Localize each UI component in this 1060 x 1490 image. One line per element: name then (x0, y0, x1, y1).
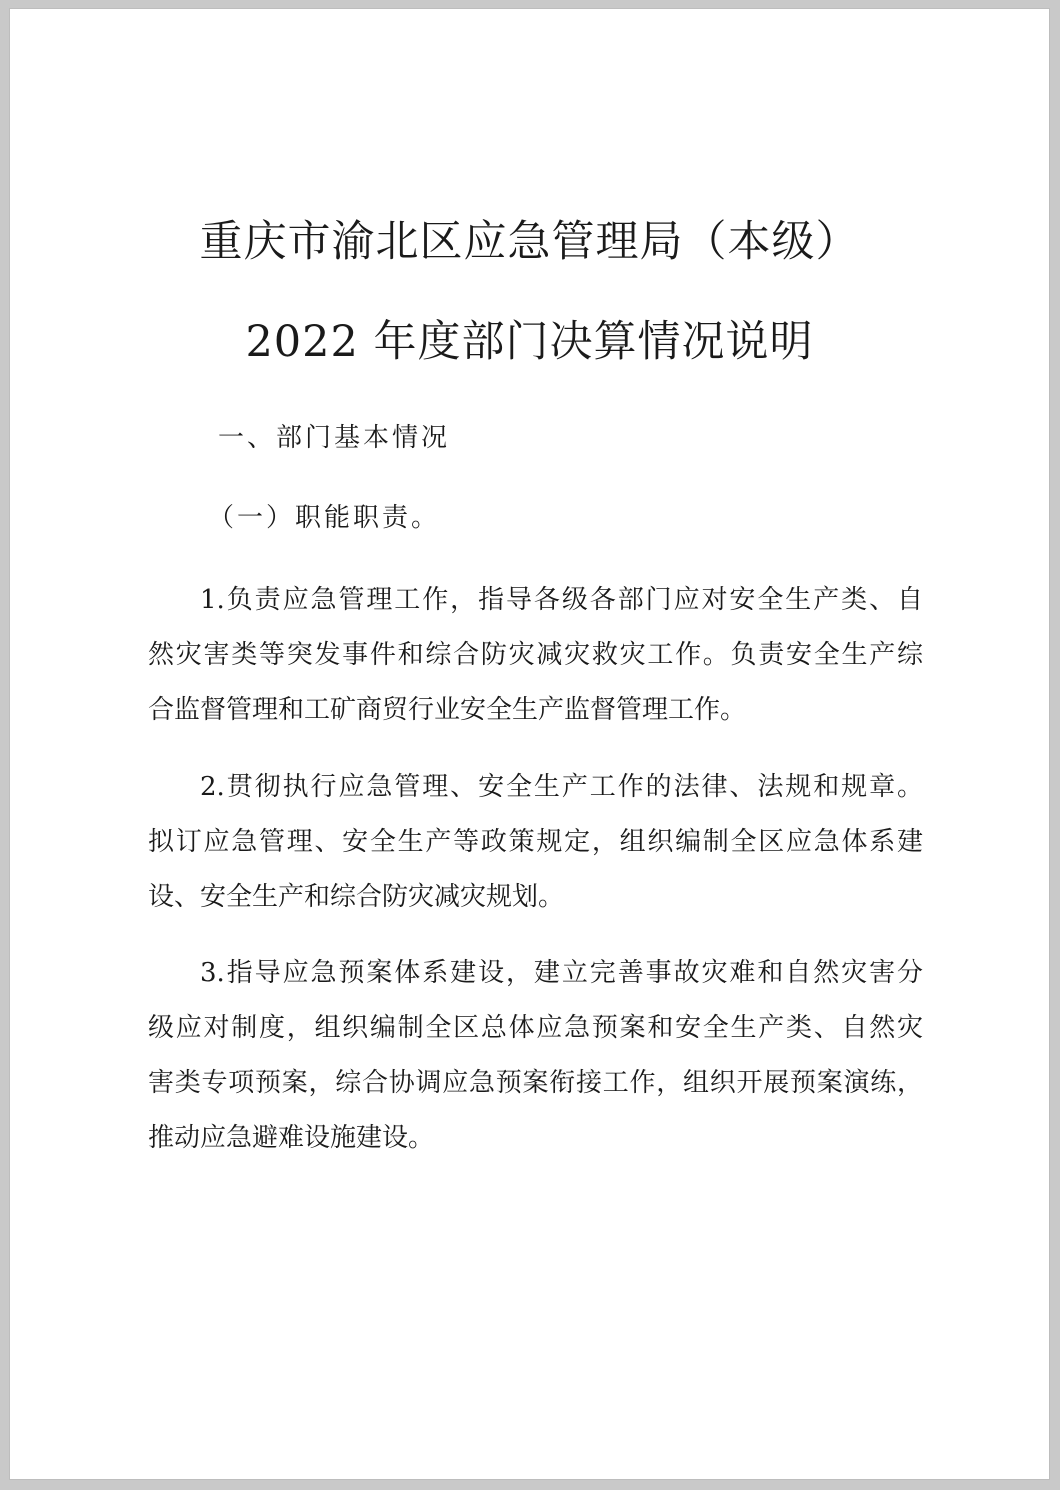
paragraph-2-line-2: 拟订应急管理、安全生产等政策规定，组织编制全区应急体系建 (148, 827, 923, 857)
paragraph-2-line-1: 2.贯彻执行应急管理、安全生产工作的法律、法规和规章。 (200, 772, 923, 802)
paragraph-1-line-3: 合监督管理和工矿商贸行业安全生产监督管理工作。 (148, 695, 747, 725)
document-title-line-2: 2022 年度部门决算情况说明 (245, 317, 814, 367)
paragraph-3-line-3: 害类专项预案，综合协调应急预案衔接工作，组织开展预案演练， (148, 1068, 923, 1098)
paragraph-2-line-3: 设、安全生产和综合防灾减灾规划。 (148, 882, 565, 912)
document-page (9, 8, 1050, 1480)
paragraph-1-line-1: 1.负责应急管理工作，指导各级各部门应对安全生产类、自 (200, 585, 923, 615)
section-heading: 一、部门基本情况 (218, 423, 451, 453)
document-title-line-1: 重庆市渝北区应急管理局（本级） (199, 217, 860, 267)
subsection-heading: （一）职能职责。 (208, 503, 441, 533)
paragraph-3-line-2: 级应对制度，组织编制全区总体应急预案和安全生产类、自然灾 (148, 1013, 923, 1043)
paragraph-1-line-2: 然灾害类等突发事件和综合防灾减灾救灾工作。负责安全生产综 (148, 640, 923, 670)
paragraph-3-line-1: 3.指导应急预案体系建设，建立完善事故灾难和自然灾害分 (200, 958, 923, 988)
paragraph-3-line-4: 推动应急避难设施建设。 (148, 1123, 435, 1153)
